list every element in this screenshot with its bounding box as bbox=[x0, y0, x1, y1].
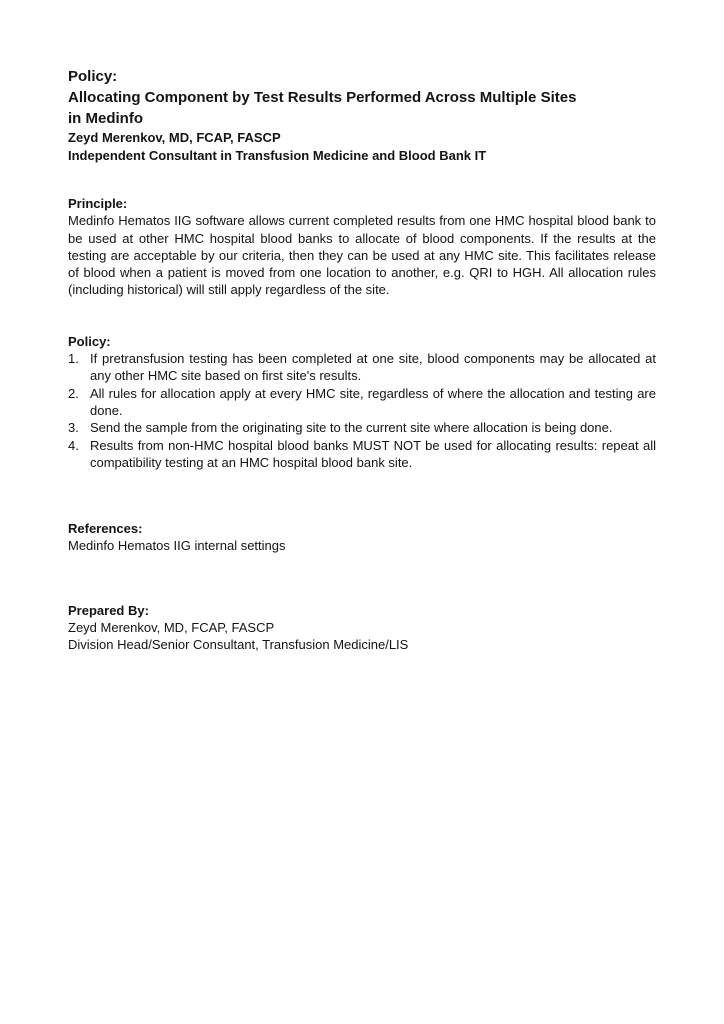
references-heading: References: bbox=[68, 521, 143, 537]
principle-section bbox=[68, 195, 656, 299]
policy-item-text: Send the sample from the originating site to the current site where allocation is being done. bbox=[90, 420, 613, 436]
document-title-line2: in Medinfo bbox=[68, 110, 143, 127]
prepared-by-title: Division Head/Senior Consultant, Transfusion Medicine/LIS bbox=[68, 637, 409, 653]
policy-item bbox=[68, 385, 656, 420]
policy-item-text: Results from non-HMC hospital blood banks MUST NOT be used for allocating results: repeat all compatibility testing at an HMC hospital blood bank site. bbox=[90, 437, 656, 470]
prepared-by-name: Zeyd Merenkov, MD, FCAP, FASCP bbox=[68, 620, 275, 636]
policy-item-number: 4. bbox=[68, 437, 79, 453]
policy-heading: Policy: bbox=[68, 333, 111, 349]
policy-item-text: All rules for allocation apply at every HMC site, regardless of where the allocation and testing are done. bbox=[90, 385, 656, 418]
policy-item-number: 1. bbox=[68, 351, 79, 367]
references-section bbox=[68, 520, 656, 555]
policy-item-text: If pretransfusion testing has been completed at one site, blood components may be allocated at any other HMC site based on first site's results. bbox=[90, 351, 656, 384]
document-title-line1: Allocating Component by Test Results Performed Across Multiple Sites bbox=[68, 89, 577, 106]
document-header bbox=[68, 66, 656, 164]
policy-label: Policy: bbox=[68, 68, 118, 85]
policy-item bbox=[68, 350, 656, 385]
policy-item bbox=[68, 419, 656, 436]
author-name: Zeyd Merenkov, MD, FCAP, FASCP bbox=[68, 130, 281, 145]
policy-item bbox=[68, 437, 656, 472]
author-credentials: Independent Consultant in Transfusion Medicine and Blood Bank IT bbox=[68, 147, 487, 163]
policy-section bbox=[68, 333, 656, 471]
policy-list bbox=[68, 350, 656, 471]
references-body: Medinfo Hematos IIG internal settings bbox=[68, 538, 286, 554]
policy-item-number: 2. bbox=[68, 385, 79, 401]
principle-body: Medinfo Hematos IIG software allows current completed results from one HMC hospital blood bank to be used at other HMC hospital blood banks to allocate of blood components. If the results at the testing are acceptable by our criteria, then they can be used at any HMC site. This facilitates release of blood when a patient is moved from one location to another, e.g. QRI to HGH. All allocation rules (including historical) will still apply regardless of the site. bbox=[68, 213, 656, 298]
policy-item-number: 3. bbox=[68, 420, 79, 436]
prepared-by-heading: Prepared By: bbox=[68, 602, 149, 618]
prepared-by-section bbox=[68, 602, 656, 654]
principle-heading: Principle: bbox=[68, 196, 128, 211]
